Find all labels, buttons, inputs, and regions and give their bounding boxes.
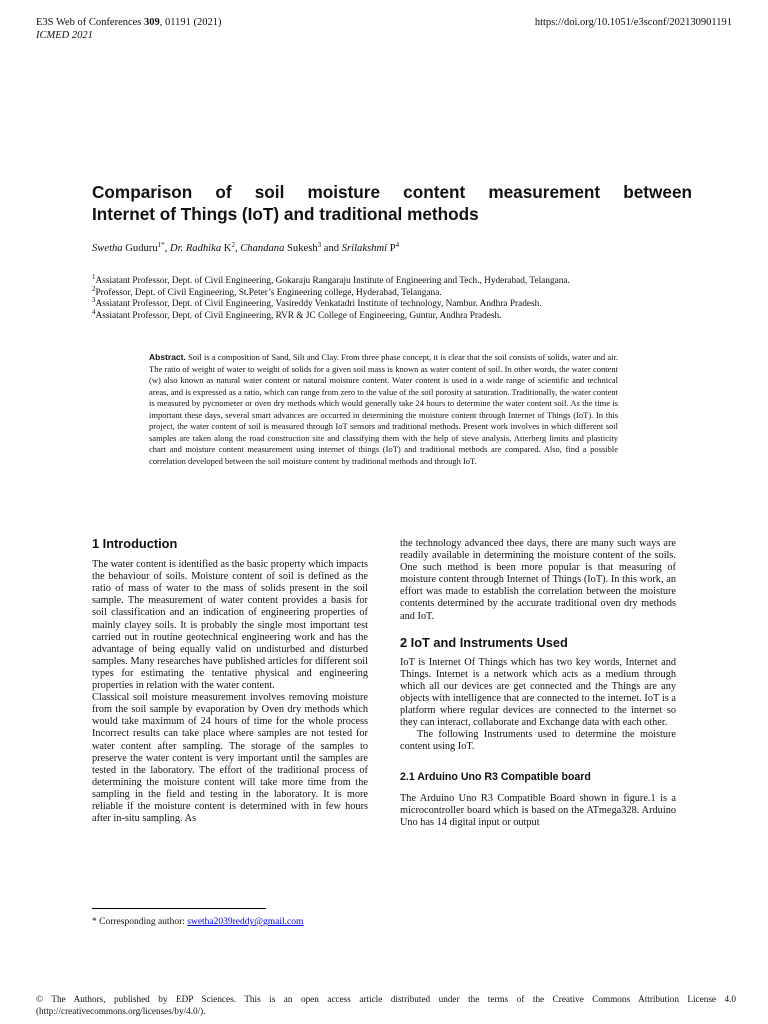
license-notice: © The Authors, published by EDP Sciences. This is an open access article distributed under the terms of the Creative Commons Attribution License 4.0 (http://creativecommons.org/licenses/by/4.0/). [36,994,736,1016]
intro-continued-paragraph: the technology advanced thee days, there are many such ways are readily available in determining the moisture content of the soils. One such method is been more popular is that measuring of moisture content through Internet of Things (IoT). In this work, an effort was made to establish the correlation between the moisture contents determined by the accurate traditional oven dry methods and IoT. [400,538,676,622]
arduino-paragraph: The Arduino Uno R3 Compatible Board shown in figure.1 is a microcontroller board which is based on the ATmega328. Arduino Uno has 14 digital input or output [400,792,676,828]
journal-name: E3S Web of Conferences [36,17,142,28]
subsection-heading-arduino: 2.1 Arduino Uno R3 Compatible board [400,770,591,783]
affiliation-2 [92,284,712,300]
affiliation-text: Assiatant Professor, Dept. of Civil Engineering, Gokaraju Rangaraju Institute of Engineering and Tech., Hyderabad, Telangana. [95,276,570,286]
iot-paragraph-1: IoT is Internet Of Things which has two key words, Internet and Things. Internet is a network which acts as a medium through which all our devices are get connected and the Things are any objects with intelligence that are connected to the internet. IoT is a platform where regular devices are connected to the internet so they can interact, collaborate and Exchange data with each other. [400,656,676,729]
footnote-label: * Corresponding author: [92,917,188,927]
author-2-last: K [221,243,232,254]
title-line-2: Internet of Things (IoT) and traditional methods [92,204,479,224]
section-heading-iot: 2 IoT and Instruments Used [400,634,568,650]
affiliation-text: Professor, Dept. of Civil Engineering, St.Peter’s Engineering college, Hyderabad, Telangana. [95,287,442,298]
title-line-1: Comparison of soil moisture content measurement between [92,182,692,202]
abstract-label: Abstract. [149,352,186,362]
author-4-sup: 4 [395,241,400,249]
author-1-last: Guduru [122,243,158,254]
author-3-last: Sukesh [284,243,318,254]
author-list [92,242,399,256]
article-ref: , 01191 (2021) [159,17,222,28]
author-3-first: Chandana [240,243,285,254]
affiliation-text: Assiatant Professor, Dept. of Civil Engineering, RVR & JC College of Engineering, Guntur, Andhra Pradesh. [95,311,502,322]
author-separator: , [164,243,170,254]
author-2-first: Dr. Radhika [169,243,222,254]
affiliation-number: 4 [92,308,96,317]
author-2-sup: 2 [231,241,235,249]
affiliation-text: Assiatant Professor, Dept. of Civil Engineering, Vasireddy Venkatadri Institute of technology, Nambur. Andhra Pradesh. [95,299,542,310]
corresponding-email-link[interactable]: swetha2039reddy@gmail.com [187,917,304,927]
doi-link[interactable]: https://doi.org/10.1051/e3sconf/202130901191 [534,17,732,28]
intro-paragraph-2: Classical soil moisture measurement involves removing moisture from the soil sample by evaporation by Oven dry methods which would take maximum of 24 hours of time for the whole process Incorrect results can take place where samples are not tested for water content after sampling. The storage of the samples to preserve the water content is very important until the samples are tested in the laboratory. The effort of the traditional process of determining the moisture content will take more time from the sampling in the field and testing in the laboratory. It is more reliable if the moisture content is determined with in few hours after in-situ sampling. As [92,692,368,825]
conference-name: ICMED 2021 [36,30,93,41]
author-4-first: Srilakshmi [341,243,388,254]
affiliations [92,273,712,323]
abstract [149,352,618,467]
journal-volume: 309 [144,17,160,28]
affiliation-1 [92,273,712,288]
footnote-divider [92,908,266,909]
left-column [92,538,368,825]
abstract-text: Soil is a composition of Sand, Silt and Clay. From three phase concept, it is clear that the soil consists of solids, water and air. The ratio of weight of water to weight of solids for a given soil mass is known as water content of soil. In other words, the water content (w) also known as natural water content or natural moisture content. Water content is used in a wide range of scientific and technical areas, and is expressed as a ratio, which can range from zero to the value of the soil porosity at saturation. Traditionally, the water content is measured by pycnometer or oven dry methods which would generally take 24 hours to determine the water content soil. As the time is important these days, several smart advances are occurred in determining the moisture content through Internet of Things (IoT). In this project, the water content of soil is measured through IoT sensors and traditional methods. Present work involves in which different soil samples are taken along the road construction site and classifying them with the help of sieve analysis, Atterberg limits and plasticity chart and moisture content measurement using internet of things (IoT) and traditional methods are compared. Also, find a possible correlation developed between the soil moisture content by traditional methods and through IoT. [149,352,618,466]
author-4-last: P [387,243,396,254]
affiliation-3 [92,296,712,311]
section-heading-introduction: 1 Introduction [92,536,178,551]
author-separator: and [321,243,342,254]
affiliation-number: 3 [92,296,96,305]
footnote [92,916,303,928]
paper-title [92,181,692,225]
author-3-sup: 3 [317,241,322,249]
author-1-sup: 1* [157,241,165,249]
affiliation-number: 2 [92,284,96,293]
affiliation-number: 1 [92,273,96,281]
iot-paragraph-2: The following Instruments used to determine the moisture content using IoT. [400,729,676,753]
intro-paragraph-1: The water content is identified as the basic property which impacts the behaviour of soils. Moisture content of soil is defined as the ratio of mass of water to the mass of solids present in the soil sample. The measurement of water content provides a basis for soil classification and an indication of engineering properties of mainly clayey soils. It is probably the single most important test carried out in routine geotechnical engineering work and has the advantage of being equally valid on undisturbed and disturbed samples. Many researches have published articles for different soil types for estimating the tentative physical and engineering properties in relation with the water content. [92,559,368,692]
author-1-first: Swetha [92,243,123,254]
affiliation-4 [92,308,712,323]
right-column [400,538,676,829]
author-separator: , [234,243,241,254]
journal-citation [36,16,222,29]
